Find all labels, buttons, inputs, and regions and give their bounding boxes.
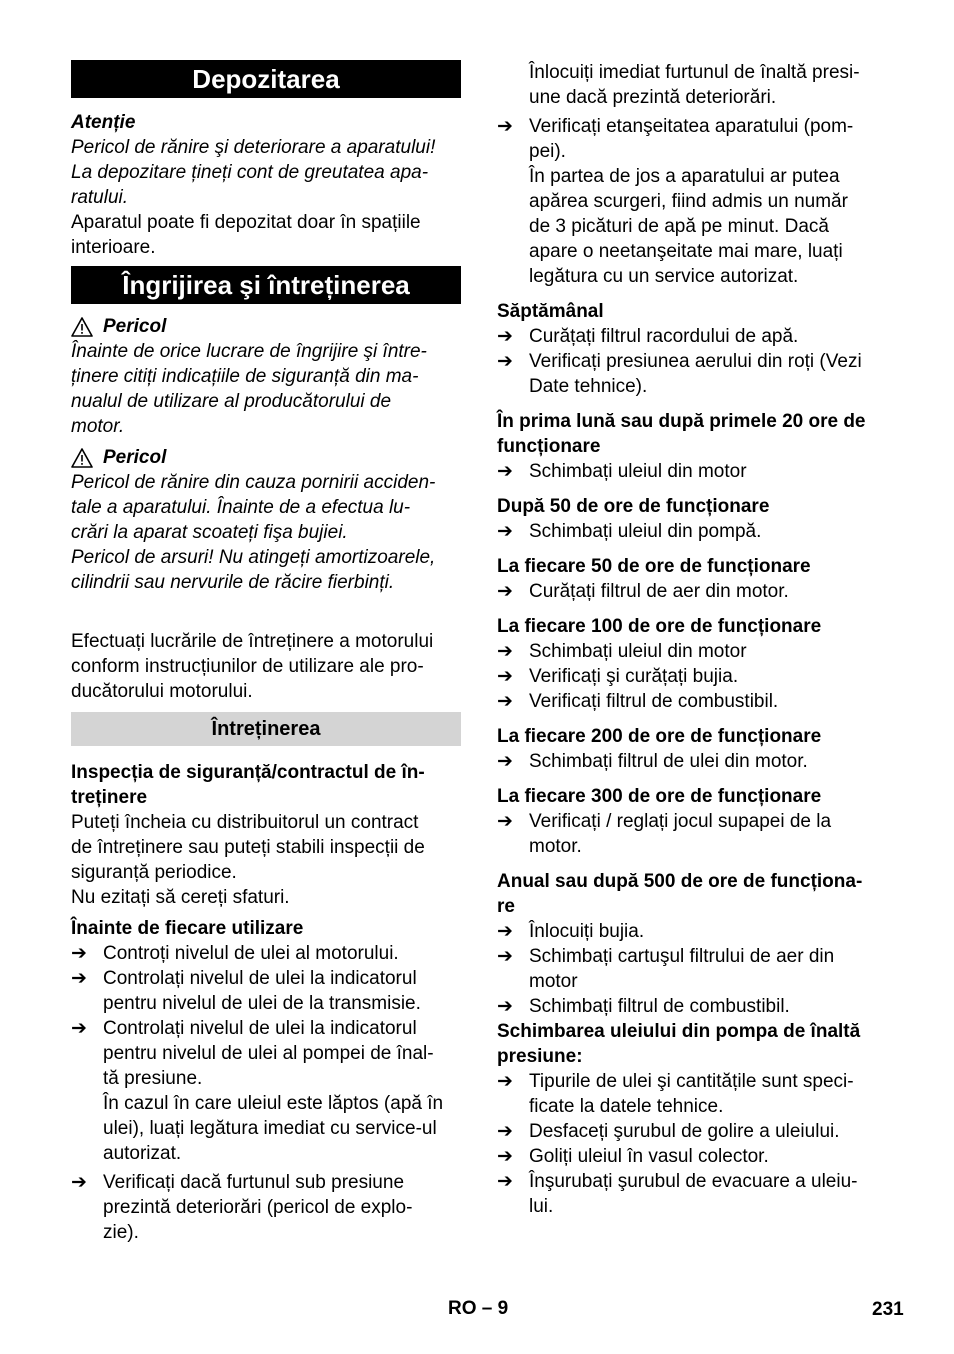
list-item xyxy=(497,519,889,544)
text-line: Controlați nivelul de ulei la indicatorul xyxy=(103,968,417,989)
text-line: Verificați etanşeitatea aparatului (pom- xyxy=(529,116,854,137)
text-line: Înlocuiți bujia. xyxy=(529,921,645,942)
inspection-text xyxy=(71,810,461,910)
arrow-icon: ➔ xyxy=(497,326,513,347)
first-month-heading xyxy=(497,409,889,459)
section-page-number: RO – 9 xyxy=(448,1298,509,1319)
list-item-text xyxy=(103,1016,461,1091)
list-item xyxy=(71,966,461,1016)
text-line: Anual sau după 500 de ore de funcționa- xyxy=(497,871,863,892)
list-item-text xyxy=(529,944,889,994)
text-line: tale a aparatului. Înainte de a efectua lu- xyxy=(71,497,411,518)
before-use-heading: Înainte de fiecare utilizare xyxy=(71,918,304,939)
text-line: motor. xyxy=(529,836,582,857)
list-item xyxy=(497,994,889,1019)
every300-heading: La fiecare 300 de ore de funcționare xyxy=(497,786,822,807)
text-line: Schimbați filtrul de combustibil. xyxy=(529,996,790,1017)
arrow-icon: ➔ xyxy=(497,521,513,542)
right-column xyxy=(497,60,889,1219)
text-line: treținere xyxy=(71,787,148,808)
text-line: nualul de utilizare al producătorului de xyxy=(71,391,392,412)
text-line: presiune: xyxy=(497,1046,583,1067)
text-line: ratului. xyxy=(71,187,129,208)
danger-2-text xyxy=(71,470,461,595)
arrow-icon: ➔ xyxy=(497,946,513,967)
after50-list xyxy=(497,519,889,544)
text-line: une dacă prezintă deteriorări. xyxy=(529,87,777,108)
text-line: ducătorului motorului. xyxy=(71,681,253,702)
list-item xyxy=(497,689,889,714)
list-item-text xyxy=(529,664,889,689)
text-line: Date tehnice). xyxy=(529,376,648,397)
care-title: Îngrijirea şi întreținerea xyxy=(71,266,461,304)
text-line: pentru nivelul de ulei al pompei de înal- xyxy=(103,1043,434,1064)
arrow-icon: ➔ xyxy=(71,1172,87,1193)
list-item xyxy=(497,579,889,604)
every50-list xyxy=(497,579,889,604)
text-line: apărea scurgeri, fiind admis un număr xyxy=(529,191,848,212)
list-item-text xyxy=(529,459,889,484)
text-line: motor xyxy=(529,971,578,992)
text-line: Schimbați cartuşul filtrului de aer din xyxy=(529,946,835,967)
text-line: legătura cu un service autorizat. xyxy=(529,266,799,287)
danger-1 xyxy=(71,314,461,339)
text-line: motor. xyxy=(71,416,125,437)
text-line: Nu ezitați să cereți sfaturi. xyxy=(71,887,290,908)
oil-change-list xyxy=(497,1069,889,1219)
list-item-text xyxy=(529,1169,889,1219)
list-item-text xyxy=(103,966,461,1016)
storage-text xyxy=(71,210,461,260)
text-line: re xyxy=(497,896,515,917)
text-line: cilindrii sau nervurile de răcire fierbinți. xyxy=(71,572,395,593)
text-line: Pericol de arsuri! Nu atingeți amortizoarele, xyxy=(71,547,436,568)
text-line: ținere citiți indicațiile de siguranță din ma- xyxy=(71,366,419,387)
text-line: pei). xyxy=(529,141,566,162)
arrow-icon: ➔ xyxy=(497,351,513,372)
text-line: Schimbarea uleiului din pompa de înaltă xyxy=(497,1021,861,1042)
text-line: autorizat. xyxy=(103,1143,182,1164)
danger-2 xyxy=(71,445,461,470)
text-line: Înşurubați şurubul de evacuare a uleiu- xyxy=(529,1171,858,1192)
danger-2-label: Pericol xyxy=(103,447,167,468)
text-line: zie). xyxy=(103,1222,139,1243)
list-item xyxy=(71,941,461,966)
list-item-text xyxy=(529,919,889,944)
list-item xyxy=(71,1016,461,1091)
list-item-text xyxy=(529,349,889,399)
arrow-icon: ➔ xyxy=(71,968,87,989)
list-item xyxy=(497,809,889,859)
list-item-text xyxy=(103,941,461,966)
arrow-icon: ➔ xyxy=(71,1018,87,1039)
hose-item xyxy=(71,1170,461,1245)
text-line: tă presiune. xyxy=(103,1068,203,1089)
text-line: La depozitare țineți cont de greutatea apa- xyxy=(71,162,429,183)
arrow-icon: ➔ xyxy=(71,943,87,964)
every100-list xyxy=(497,639,889,714)
list-item xyxy=(497,1069,889,1119)
list-item-text xyxy=(529,1144,889,1169)
text-line: Inspecția de siguranță/contractul de în- xyxy=(71,762,425,783)
list-item-text xyxy=(529,579,889,604)
annual-heading xyxy=(497,869,889,919)
text-line: În cazul în care uleiul este lăptos (apă în xyxy=(103,1093,444,1114)
arrow-icon: ➔ xyxy=(497,1071,513,1092)
list-item-text xyxy=(529,809,889,859)
text-line: Schimbați uleiul din motor xyxy=(529,641,747,662)
arrow-icon: ➔ xyxy=(497,691,513,712)
list-item-text xyxy=(529,114,889,164)
text-line: Efectuați lucrările de întreținere a motorului xyxy=(71,631,434,652)
list-item-text xyxy=(103,1170,461,1245)
inspection-heading xyxy=(71,760,461,810)
text-line: Goliți uleiul în vasul colector. xyxy=(529,1146,769,1167)
every100-heading: La fiecare 100 de ore de funcționare xyxy=(497,616,822,637)
storage-title: Depozitarea xyxy=(71,60,461,98)
text-line: Schimbați uleiul din pompă. xyxy=(529,521,762,542)
text-line: Verificați filtrul de combustibil. xyxy=(529,691,779,712)
arrow-icon: ➔ xyxy=(497,751,513,772)
list-item xyxy=(497,639,889,664)
list-item-text xyxy=(529,519,889,544)
list-item xyxy=(497,349,889,399)
text-line: Schimbați filtrul de ulei din motor. xyxy=(529,751,808,772)
warning-triangle-icon xyxy=(71,317,93,337)
tightness-item xyxy=(497,114,889,164)
arrow-icon: ➔ xyxy=(497,116,513,137)
text-line: Verificați dacă furtunul sub presiune xyxy=(103,1172,405,1193)
text-line: Desfaceți şurubul de golire a uleiului. xyxy=(529,1121,840,1142)
list-item xyxy=(497,749,889,774)
text-line: prezintă deteriorări (pericol de explo- xyxy=(103,1197,413,1218)
text-line: În prima lună sau după primele 20 ore de xyxy=(497,411,866,432)
text-line: apare o neetanşeitate mai mare, luați xyxy=(529,241,843,262)
text-line: ficate la datele tehnice. xyxy=(529,1096,724,1117)
text-line: Curățați filtrul de aer din motor. xyxy=(529,581,789,602)
weekly-heading: Săptămânal xyxy=(497,301,604,322)
text-line: interioare. xyxy=(71,237,156,258)
oil-change-heading xyxy=(497,1019,889,1069)
milky-oil-text xyxy=(71,1091,461,1166)
text-line: lui. xyxy=(529,1196,554,1217)
annual-list xyxy=(497,919,889,1019)
after50-heading: După 50 de ore de funcționare xyxy=(497,496,770,517)
arrow-icon: ➔ xyxy=(497,666,513,687)
text-line: Pericol de rănire din cauza pornirii acciden- xyxy=(71,472,436,493)
danger-1-text xyxy=(71,339,461,439)
text-line: Verificați şi curățați bujia. xyxy=(529,666,739,687)
page-number: 231 xyxy=(872,1299,904,1320)
text-line: siguranță periodice. xyxy=(71,862,237,883)
list-item xyxy=(497,1169,889,1219)
list-item xyxy=(497,944,889,994)
text-line: Puteți încheia cu distribuitorul un contract xyxy=(71,812,419,833)
arrow-icon: ➔ xyxy=(497,1121,513,1142)
every200-list xyxy=(497,749,889,774)
warning-triangle-icon xyxy=(71,448,93,468)
list-item-text xyxy=(529,689,889,714)
arrow-icon: ➔ xyxy=(497,461,513,482)
every300-list xyxy=(497,809,889,859)
text-line: pentru nivelul de ulei de la transmisie. xyxy=(103,993,421,1014)
every200-heading: La fiecare 200 de ore de funcționare xyxy=(497,726,822,747)
text-line: conform instrucțiunilor de utilizare ale pro- xyxy=(71,656,424,677)
left-column xyxy=(71,60,461,1245)
text-line: Înainte de orice lucrare de îngrijire şi între- xyxy=(71,341,427,362)
arrow-icon: ➔ xyxy=(497,921,513,942)
list-item-text xyxy=(529,324,889,349)
text-line: Tipurile de ulei şi cantitățile sunt speci- xyxy=(529,1071,854,1092)
list-item-text xyxy=(529,1119,889,1144)
text-line: ulei), luați legătura imediat cu service-ul xyxy=(103,1118,437,1139)
every50-heading: La fiecare 50 de ore de funcționare xyxy=(497,556,811,577)
first-month-list xyxy=(497,459,889,484)
text-line: crări la aparat scoateți fişa bujiei. xyxy=(71,522,348,543)
list-item xyxy=(497,919,889,944)
attention-text xyxy=(71,135,461,210)
maintenance-title: Întreținerea xyxy=(71,712,461,746)
list-item xyxy=(497,324,889,349)
text-line: Controlați nivelul de ulei la indicatorul xyxy=(103,1018,417,1039)
list-item-text xyxy=(529,749,889,774)
list-item xyxy=(497,1119,889,1144)
attention-label: Atenție xyxy=(71,112,136,133)
replace-hose-text xyxy=(497,60,889,110)
list-item xyxy=(497,459,889,484)
text-line: Controți nivelul de ulei al motorului. xyxy=(103,943,399,964)
engine-text xyxy=(71,629,461,704)
text-line: Verificați presiunea aerului din roți (Vezi xyxy=(529,351,862,372)
text-line: În partea de jos a aparatului ar putea xyxy=(529,166,840,187)
list-item xyxy=(497,1144,889,1169)
arrow-icon: ➔ xyxy=(497,1146,513,1167)
text-line: Schimbați uleiul din motor xyxy=(529,461,747,482)
text-line: Curățați filtrul racordului de apă. xyxy=(529,326,799,347)
danger-1-label: Pericol xyxy=(103,316,167,337)
text-line: Pericol de rănire şi deteriorare a aparatului! xyxy=(71,137,436,158)
text-line: funcționare xyxy=(497,436,601,457)
arrow-icon: ➔ xyxy=(497,641,513,662)
before-use-list xyxy=(71,941,461,1091)
list-item-text xyxy=(529,1069,889,1119)
text-line: Înlocuiți imediat furtunul de înaltă presi- xyxy=(529,62,860,83)
text-line: de întreținere sau puteți stabili inspecții de xyxy=(71,837,425,858)
leak-text xyxy=(497,164,889,289)
arrow-icon: ➔ xyxy=(497,1171,513,1192)
arrow-icon: ➔ xyxy=(497,581,513,602)
text-line: Verificați / reglați jocul supapei de la xyxy=(529,811,832,832)
weekly-list xyxy=(497,324,889,399)
text-line: Aparatul poate fi depozitat doar în spațiile xyxy=(71,212,421,233)
list-item xyxy=(497,664,889,689)
list-item-text xyxy=(529,639,889,664)
text-line: de 3 picături de apă pe minut. Dacă xyxy=(529,216,829,237)
list-item-text xyxy=(529,994,889,1019)
arrow-icon: ➔ xyxy=(497,996,513,1017)
arrow-icon: ➔ xyxy=(497,811,513,832)
